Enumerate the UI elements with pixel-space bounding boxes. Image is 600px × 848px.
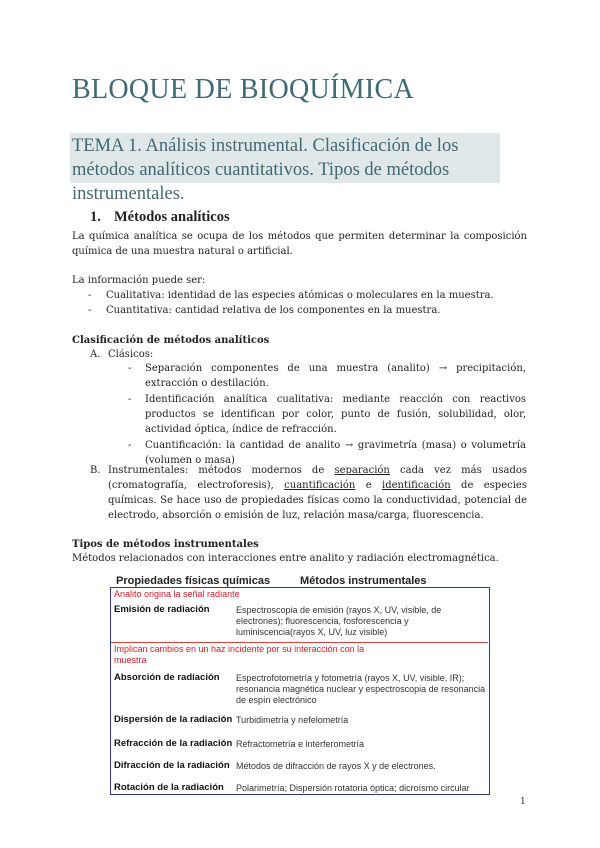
tema-title: TEMA 1. Análisis instrumental. Clasificación de los métodos analíticos cuantitativos. Tipos de métodos instrumentales. (72, 136, 459, 204)
table-row-prop: Emisión de radiación (114, 604, 210, 615)
class-a-list (128, 361, 526, 468)
list-item: - Separación componentes de una muestra (analito) → precipitación, extracción o destilación. (128, 363, 526, 389)
table-row-method: Espectroscopia de emisión (rayos X, UV, visible, de electrones); fluorescencia, fosforescencia y luminiscencia(rayos X, UV, luz visible) (236, 605, 442, 637)
tipos-intro: Métodos relacionados con interacciones entre analito y radiación electromagnética. (72, 553, 499, 564)
table-col1-header: Propiedades físicas químicas (116, 575, 271, 587)
table-note: Implican cambios en un haz incidente por su interacción con la muestra (114, 644, 365, 665)
section-number: 1. (90, 209, 101, 225)
table-row-prop: Absorción de radiación (114, 672, 220, 683)
info-list (88, 288, 508, 318)
table-row-method: Métodos de difracción de rayos X y de electrones. (236, 761, 436, 771)
table-row-method: Refractometría e interferometría (236, 739, 365, 749)
class-a-label: A. Clásicos: (90, 349, 154, 360)
list-item: - Cualitativa: identidad de las especies atómicas o moleculares en la muestra. (88, 290, 494, 301)
table-row-prop: Difracción de la radiación (114, 760, 230, 771)
table-row-method: Polarimetría; Dispersión rotatoria óptica; dicroísmo circular (236, 783, 470, 793)
list-item: - Cuantificación: la cantidad de analito → gravimetría (masa) o volumetría (volumen o masa) (128, 440, 526, 466)
info-label: La información puede ser: (72, 275, 206, 286)
table-col2-header: Métodos instrumentales (300, 575, 427, 587)
intro-paragraph: La química analítica se ocupa de los métodos que permiten determinar la composición química de una muestra natural o artificial. (72, 231, 527, 257)
table-row-method: Espectrofotometría y fotometría (rayos X, UV, visible, IR); resonancia magnética nuclear y espectroscopia de resonancia de espín electrónico (236, 673, 486, 705)
list-item: - Identificación analítica cualitativa: mediante reacción con reactivos productos se identifican por color, punto de fusión, solubilidad, olor, actividad óptica, índice de refracción. (128, 394, 526, 435)
table-row-method: Turbidimetría y nefelometría (236, 715, 349, 725)
main-title: BLOQUE DE BIOQUÍMICA (72, 74, 414, 105)
page-number: 1 (520, 797, 526, 807)
table-note: Analito origina la señal radiante (114, 589, 240, 599)
table-divider (111, 642, 488, 643)
table-row-prop: Refracción de la radiación (114, 738, 233, 749)
class-b-item: B. Instrumentales: métodos modernos de separación cada vez más usados (cromatografía, electroforesis), cuantificación e identificación de especies químicas. Se hace uso de propiedades físicas como la conductividad, potencial de electrodo, absorción o emisión de luz, relación masa/carga, fluorescencia. (90, 465, 527, 521)
table-row-prop: Rotación de la radiación (114, 782, 224, 793)
tipos-heading: Tipos de métodos instrumentales (72, 539, 259, 550)
list-item: - Cuantitativa: cantidad relativa de los componentes en la muestra. (88, 305, 441, 316)
section-heading (90, 209, 230, 226)
section-title: Métodos analíticos (114, 209, 230, 225)
table-row-prop: Dispersión de la radiación (114, 714, 233, 725)
classification-heading: Clasificación de métodos analíticos (72, 335, 270, 346)
